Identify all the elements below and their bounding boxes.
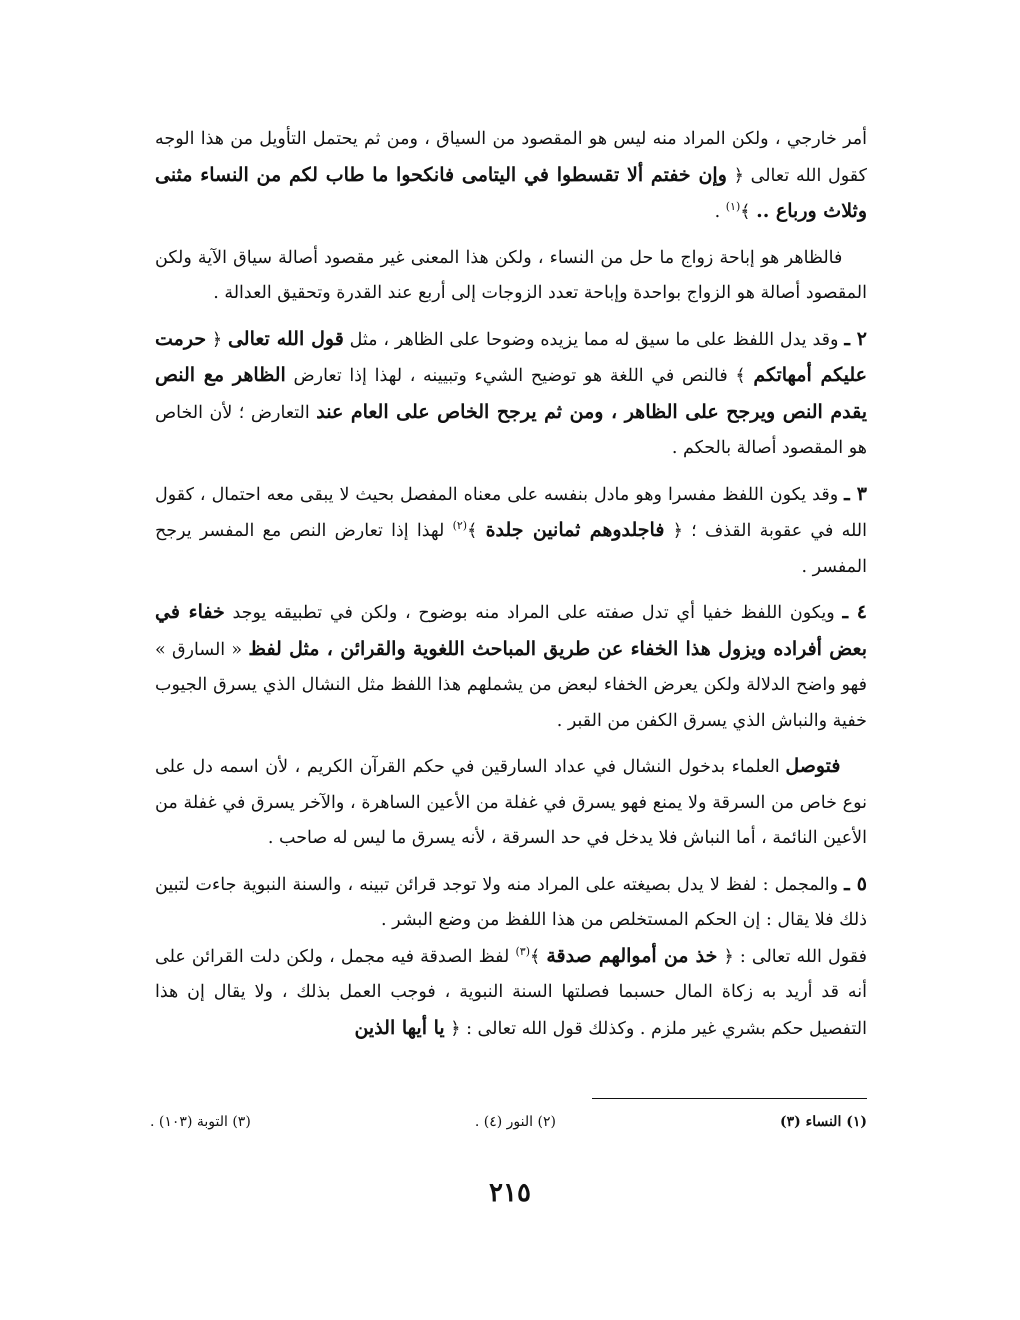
- quran-quote: فاجلدوهم ثمانين جلدة: [485, 519, 665, 541]
- quran-quote: خذ من أموالهم صدقة: [546, 944, 718, 967]
- text-run: العلماء بدخول النشال في عداد السارقين في حكم القرآن الكريم ، لأن اسمه دل على نوع خاص من السرقة ولا يمنع فهو يسرق في غفلة من الأعين الساهرة ، والآخر يسرق في غفلة من الأعين النائمة ، أما النباش فلا يدخل في حد السرقة ، لأنه يسرق ما ليس له صاحب .: [155, 757, 867, 848]
- footnote-1: (١) النساء (٣): [779, 1114, 867, 1130]
- text-run: ويكون اللفظ خفيا أي تدل صفته على المراد منه بوضوح ، ولكن في تطبيقه يوجد: [224, 603, 843, 623]
- footnotes: [150, 1114, 867, 1130]
- ornate-bracket-close: ﴾: [467, 521, 486, 541]
- ornate-bracket-close: ﴾: [530, 946, 547, 967]
- bold-run: قول الله تعالى: [227, 327, 344, 350]
- text-run: فقول الله تعالى :: [733, 946, 867, 967]
- text-run: « السارق » فهو واضح الدلالة ولكن يعرض الخفاء لبعض من يشملهم هذا اللفظ مثل النشال الذي يسرق الجيوب خفية والنباش الذي يسرق الكفن من القبر .: [155, 639, 867, 731]
- text-run: وقد يدل اللفظ على ما سيق له مما يزيده وضوحا على الظاهر ، مثل: [343, 329, 845, 350]
- footnote-divider: [592, 1098, 867, 1099]
- paragraph-4: [155, 477, 867, 586]
- ornate-bracket-open: ﴿: [733, 165, 744, 186]
- text-run: فالظاهر هو إباحة زواج ما حل من النساء ، ولكن هذا المعنى غير مقصود أصالة سياق الآية ولكن المقصود أصالة هو الزواج بواحدة وإباحة تعدد الزوجات إلى أربع عند القدرة وتحقيق العدالة .: [155, 247, 867, 303]
- ornate-bracket-open: ﴿: [664, 521, 683, 541]
- text-run: لهذا إذا تعارض النص مع المفسر يرجح المفسر .: [155, 521, 867, 577]
- ornate-bracket-open: ﴿: [444, 1018, 461, 1039]
- ornate-bracket-close: ﴾: [740, 202, 751, 222]
- text-run: أمر خارجي ، ولكن المراد منه ليس هو المقصود من السياق ، ومن ثم يحتمل التأويل من هذا الوجه كقول الله تعالى: [155, 129, 867, 186]
- ornate-bracket-open: ﴿: [717, 946, 734, 967]
- footnote-2: (٢) النور (٤) .: [474, 1114, 556, 1130]
- text-run: لفظ الصدقة فيه مجمل ، ولكن دلت القرائن على أنه قد أريد به زكاة المال حسبما فصلتها السنة النبوية ، فوجب العمل بذلك ، ولا يقال إن هذا التفصيل حكم بشري غير ملزم . وكذلك قول الله تعالى :: [155, 946, 867, 1039]
- text-run: التعارض ؛ لأن الخاص هو المقصود أصالة بالحكم .: [155, 402, 867, 458]
- footnote-ref: (٣): [515, 944, 530, 958]
- footnote-ref: (٢): [452, 519, 468, 533]
- page-number: ٢١٥: [489, 1178, 531, 1208]
- paragraph-6: [155, 749, 867, 857]
- paragraph-7: [155, 867, 867, 1048]
- item-number: ٥ ـ: [844, 872, 867, 895]
- ornate-bracket-close: ﴾: [727, 366, 754, 386]
- paragraph-2: [155, 241, 867, 312]
- quran-quote: يا أيها الذين: [354, 1016, 445, 1039]
- item-number: ٢ ـ: [844, 327, 867, 350]
- body-text: [155, 122, 867, 1047]
- ornate-bracket-open: ﴿: [206, 329, 228, 350]
- quran-quote: وإن خفتم ألا تقسطوا في اليتامى فانكحوا ما طاب لكم من النساء مثنى وثلاث ورباع ..: [155, 163, 867, 222]
- footnote-3: (٣) التوبة (١٠٣) .: [150, 1114, 251, 1130]
- item-number: ٤ ـ: [842, 601, 868, 623]
- paragraph-3: [155, 322, 867, 467]
- quran-quote: حرمت عليكم أمهاتكم: [155, 327, 867, 386]
- text-run: وقد يكون اللفظ مفسرا وهو مادل بنفسه على معناه المفصل بحيث لا يبقى معه احتمال ، كقول الله في عقوبة القذف ؛: [155, 484, 867, 541]
- text-run: فالنص في اللغة هو توضيح الشيء وتبيينه ، لهذا إذا تعارض: [285, 366, 728, 386]
- bold-run: خفاء في بعض أفراده ويزول هذا الخفاء عن طريق المباحث اللغوية والقرائن ، مثل لفظ: [155, 601, 867, 660]
- bold-run: الظاهر مع النص يقدم النص ويرجح على الظاهر ، ومن ثم يرجح الخاص على العام عند: [155, 364, 867, 423]
- footnote-ref: (١): [725, 200, 741, 214]
- paragraph-1: [155, 122, 867, 231]
- paragraph-5: [155, 595, 867, 739]
- text-run: .: [714, 202, 726, 222]
- item-number: ٣ ـ: [844, 482, 868, 505]
- text-run: والمجمل : لفظ لا يدل بصيغته على المراد منه ولا توجد قرائن تبينه ، والسنة النبوية جاءت لتبين ذلك فلا يقال : إن الحكم المستخلص من هذا اللفظ من وضع البشر .: [155, 874, 867, 930]
- bold-run: فتوصل: [785, 755, 841, 777]
